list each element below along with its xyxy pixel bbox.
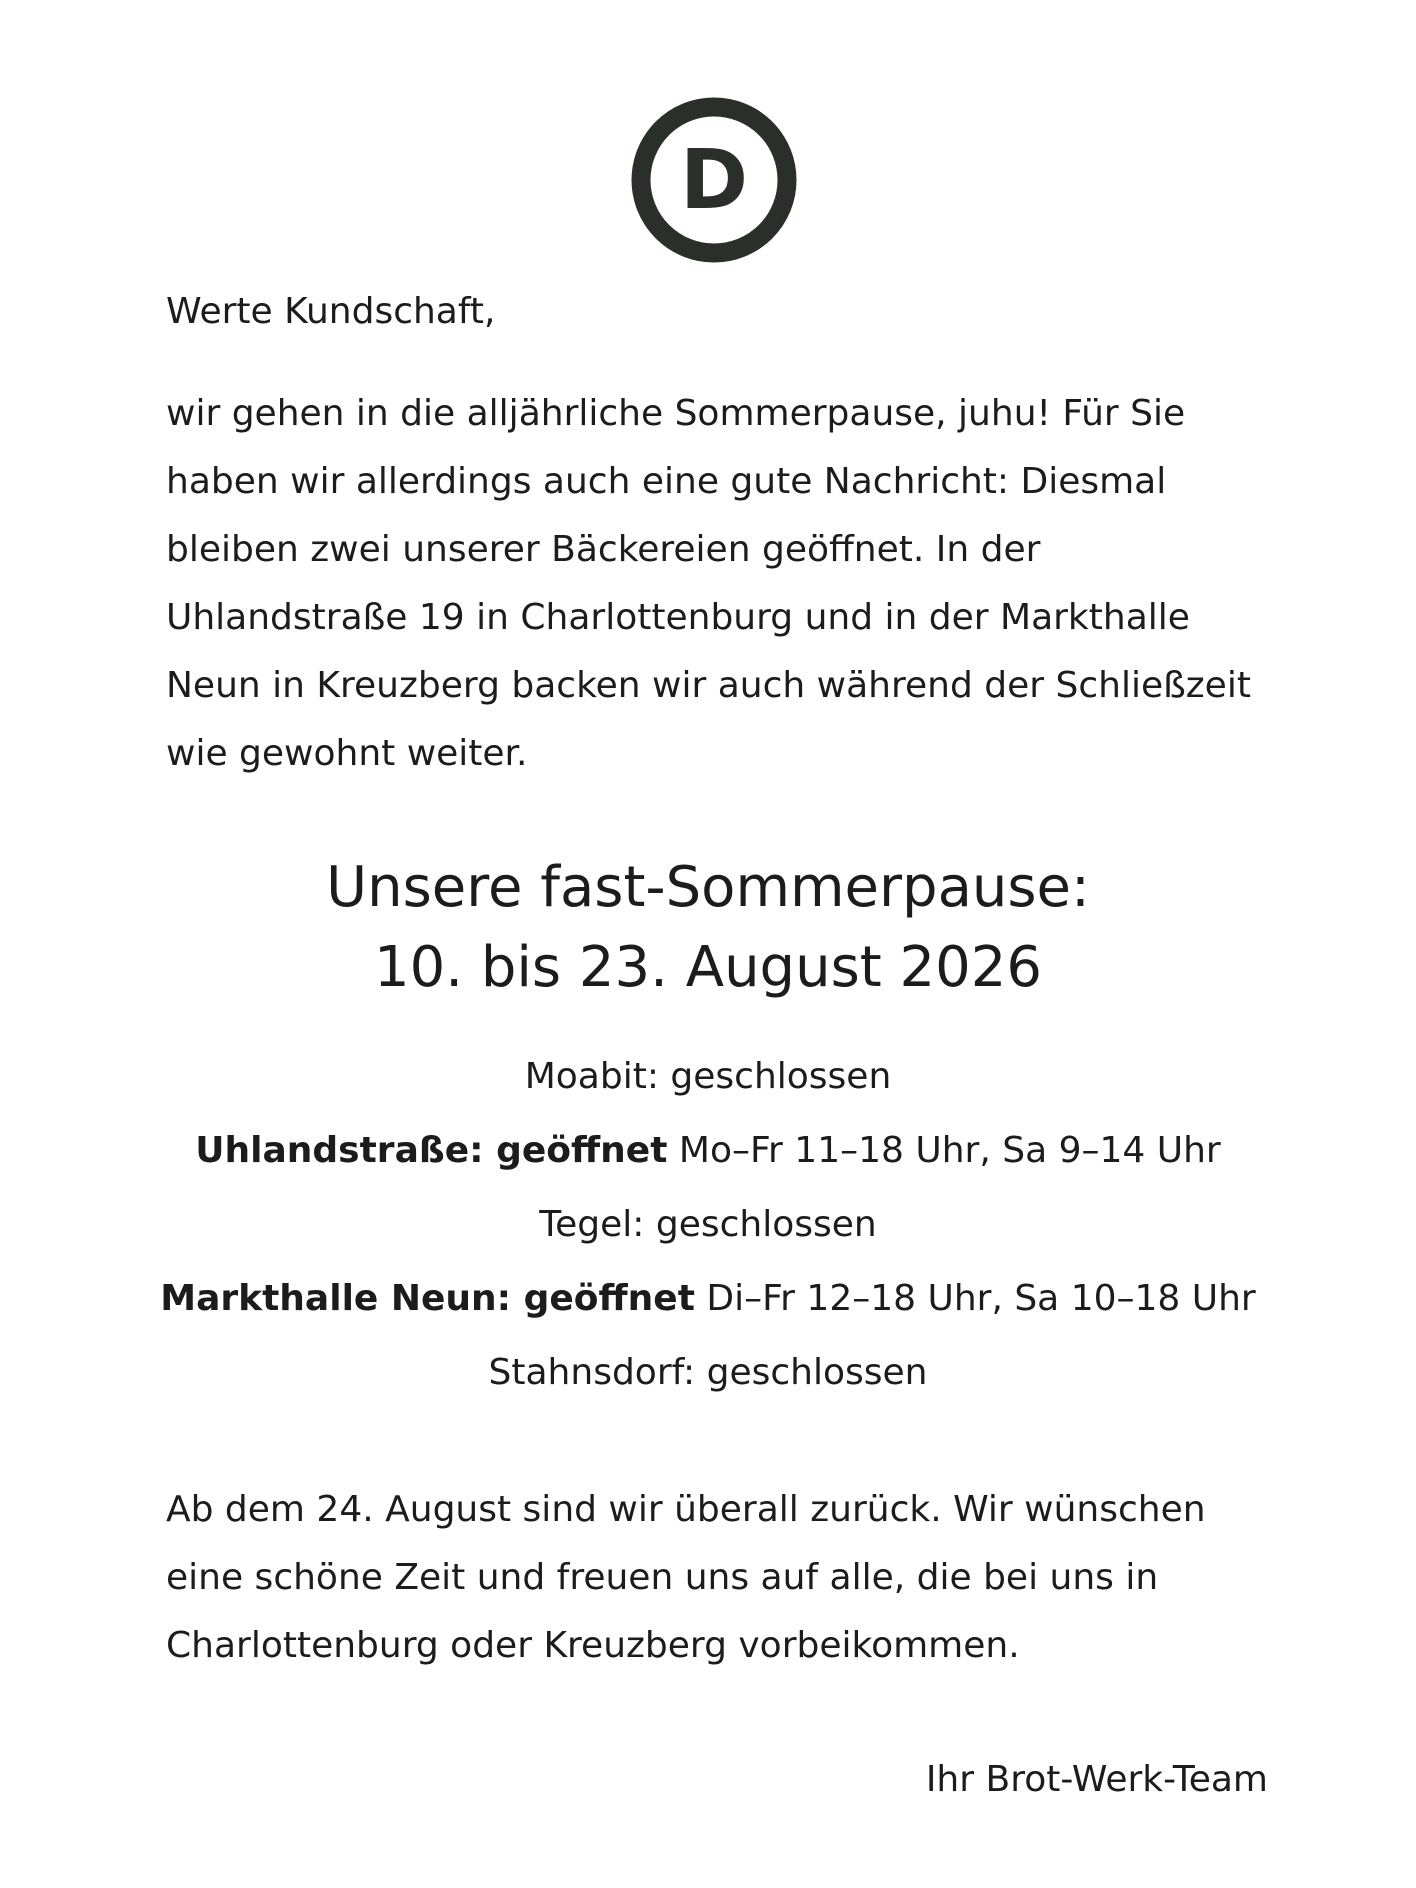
outro-line: Ab dem 24. August sind wir überall zurück. Wir wünschen — [166, 1489, 1206, 1530]
branch-status-text: Moabit: geschlossen — [524, 1056, 892, 1097]
intro-line: wie gewohnt weiter. — [166, 733, 528, 774]
outro-paragraph — [166, 1476, 1276, 1680]
outro-line: Charlottenburg oder Kreuzberg vorbeikommen. — [166, 1625, 1020, 1666]
intro-line: bleiben zwei unserer Bäckereien geöffnet. In der — [166, 529, 1041, 570]
branch-list — [0, 1040, 1416, 1410]
branch-status-text: Tegel: geschlossen — [539, 1204, 877, 1245]
branch-hours: Mo–Fr 11–18 Uhr, Sa 9–14 Uhr — [667, 1130, 1221, 1171]
headline-dates: 10. bis 23. August 2026 — [373, 935, 1043, 1000]
signature: Ihr Brot-Werk-Team — [925, 1759, 1268, 1800]
branch-stahnsdorf — [0, 1336, 1416, 1410]
intro-paragraph — [166, 380, 1276, 788]
branch-tegel — [0, 1188, 1416, 1262]
intro-line: Neun in Kreuzberg backen wir auch während der Schließzeit — [166, 665, 1251, 706]
logo-letter: D — [679, 133, 749, 228]
branch-hours: Di–Fr 12–18 Uhr, Sa 10–18 Uhr — [694, 1278, 1256, 1319]
greeting: Werte Kundschaft, — [166, 291, 496, 332]
branch-markthalle-neun — [0, 1262, 1416, 1336]
intro-line: haben wir allerdings auch eine gute Nachricht: Diesmal — [166, 461, 1167, 502]
d-circle-logo-icon — [630, 96, 798, 264]
branch-uhlandstrasse — [0, 1114, 1416, 1188]
branch-moabit — [0, 1040, 1416, 1114]
intro-line: wir gehen in die alljährliche Sommerpause, juhu! Für Sie — [166, 393, 1186, 434]
branch-status-text: Stahnsdorf: geschlossen — [488, 1352, 928, 1393]
outro-line: eine schöne Zeit und freuen uns auf alle, die bei uns in — [166, 1557, 1159, 1598]
headline-title: Unsere fast-Sommerpause: — [326, 855, 1090, 920]
branch-status-bold: Markthalle Neun: geöffnet — [160, 1278, 695, 1319]
branch-status-bold: Uhlandstraße: geöffnet — [195, 1130, 668, 1171]
intro-line: Uhlandstraße 19 in Charlottenburg und in der Markthalle — [166, 597, 1190, 638]
